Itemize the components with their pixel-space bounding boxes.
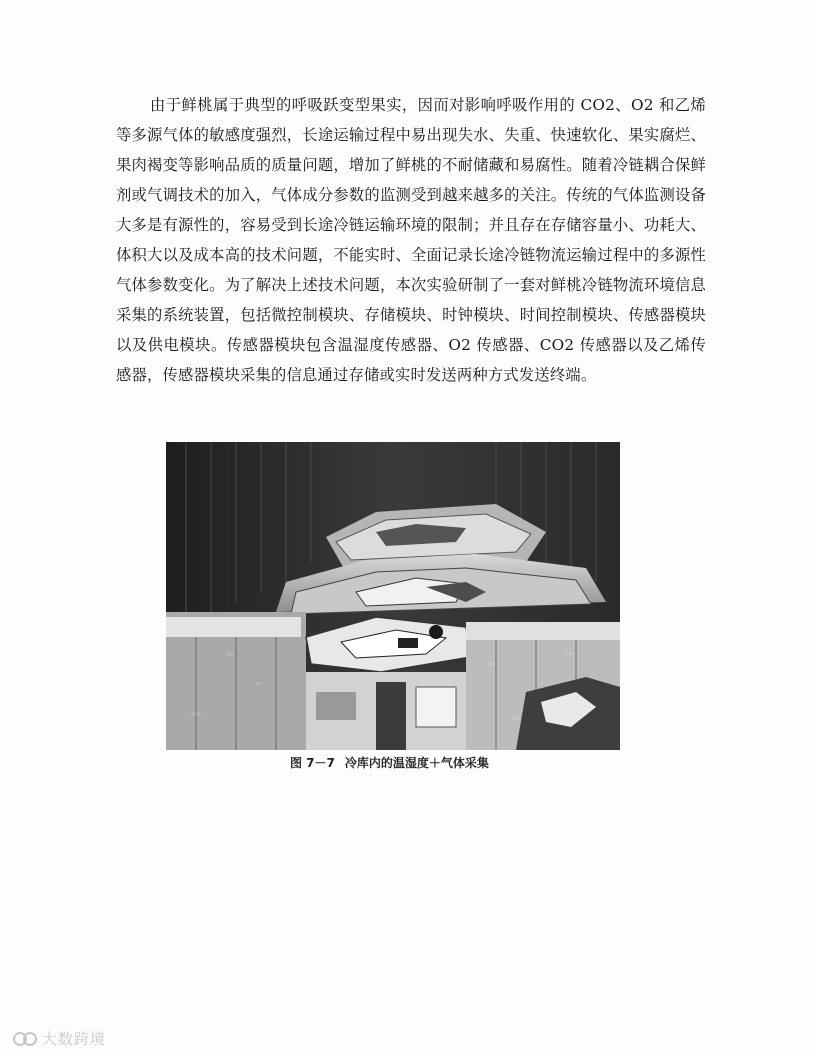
body-paragraph: 由于鲜桃属于典型的呼吸跃变型果实，因而对影响呼吸作用的 CO2、O2 和乙烯等多源气体的敏感度强烈，长途运输过程中易出现失水、失重、快速软化、果实腐烂、果肉褐变等影响品质的质量问题，增加了鲜桃的不耐储藏和易腐性。随着冷链耦合保鲜剂或气调技术的加入，气体成分参数的监测受到越来越多的关注。传统的气体监测设备大多是有源性的，容易受到长途冷链运输环境的限制；并且存在存储容量小、功耗大、体积大以及成本高的技术问题，不能实时、全面记录长途冷链物流运输过程中的多源性气体参数变化。为了解决上述技术问题，本次实验研制了一套对鲜桃冷链物流环境信息采集的系统装置，包括微控制模块、存储模块、时钟模块、时间控制模块、传感器模块以及供电模块。传感器模块包含温湿度传感器、O2 传感器、CO2 传感器以及乙烯传感器，传感器模块采集的信息通过存储或实时发送两种方式发送终端。: [116, 96, 706, 384]
figure-number: 图 7－7: [290, 756, 335, 770]
figure-caption-text: 冷库内的温湿度＋气体采集: [344, 756, 489, 770]
cold-storage-photo: [166, 442, 620, 750]
watermark: [12, 1028, 106, 1049]
watermark-logo-icon: [12, 1031, 38, 1047]
watermark-text: 大数跨境: [42, 1030, 107, 1048]
figure-caption: [290, 754, 550, 771]
